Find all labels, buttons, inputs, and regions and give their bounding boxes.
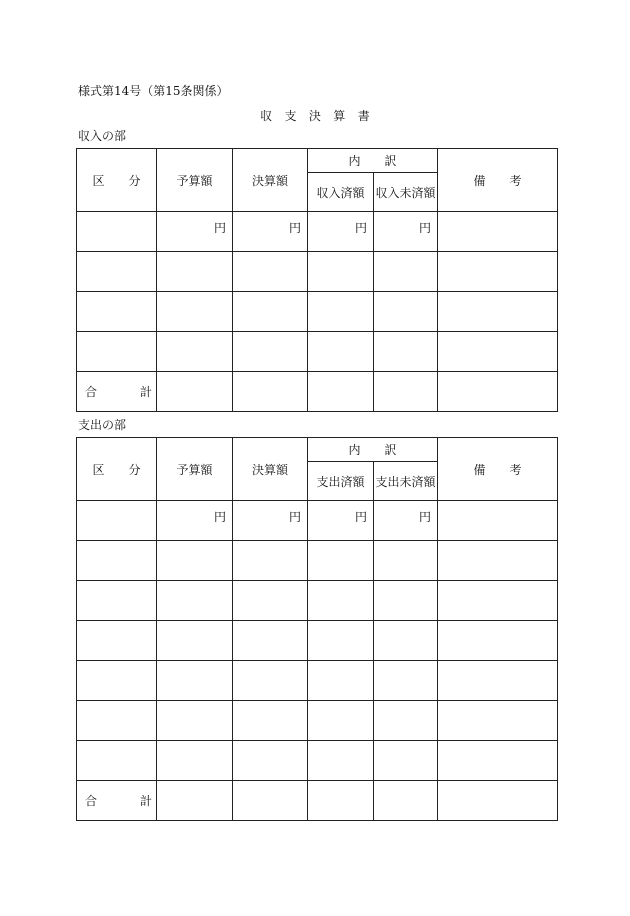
header-remarks: 備 考 xyxy=(438,149,558,212)
unreceived-yen-unit[interactable]: 円 xyxy=(374,212,438,252)
unpaid-cell[interactable] xyxy=(374,541,438,581)
table-row xyxy=(77,541,558,581)
budget-cell[interactable] xyxy=(157,741,233,781)
unreceived-total-cell[interactable] xyxy=(374,372,438,412)
category-cell[interactable] xyxy=(77,741,157,781)
paid-yen-unit[interactable]: 円 xyxy=(308,501,374,541)
remarks-total-cell[interactable] xyxy=(438,372,558,412)
paid-cell[interactable] xyxy=(308,621,374,661)
table-row xyxy=(77,661,558,701)
remarks-cell[interactable] xyxy=(438,661,558,701)
header-settled: 決算額 xyxy=(233,149,308,212)
header-settled: 決算額 xyxy=(233,438,308,501)
settled-cell[interactable] xyxy=(233,701,308,741)
total-label-right: 計 xyxy=(139,385,152,399)
total-label xyxy=(77,372,157,412)
paid-cell[interactable] xyxy=(308,541,374,581)
budget-cell[interactable] xyxy=(157,292,233,332)
unreceived-cell[interactable] xyxy=(374,332,438,372)
total-label-left: 合 xyxy=(85,794,98,808)
income-table xyxy=(76,148,558,412)
budget-total-cell[interactable] xyxy=(157,372,233,412)
document-title: 収 支 決 算 書 xyxy=(260,109,370,123)
received-cell[interactable] xyxy=(308,332,374,372)
settled-cell[interactable] xyxy=(233,581,308,621)
category-cell[interactable] xyxy=(77,332,157,372)
settled-total-cell[interactable] xyxy=(233,372,308,412)
paid-cell[interactable] xyxy=(308,661,374,701)
budget-yen-unit[interactable]: 円 xyxy=(157,212,233,252)
paid-cell[interactable] xyxy=(308,741,374,781)
header-paid: 支出済額 xyxy=(308,462,374,501)
budget-cell[interactable] xyxy=(157,621,233,661)
table-row xyxy=(77,501,558,541)
category-cell[interactable] xyxy=(77,212,157,252)
table-row xyxy=(77,581,558,621)
expense-section-label: 支出の部 xyxy=(78,418,127,432)
remarks-cell[interactable] xyxy=(438,621,558,661)
header-breakdown: 内 訳 xyxy=(308,149,438,173)
form-number: 様式第14号（第15条関係） xyxy=(78,84,229,98)
total-row xyxy=(77,781,558,821)
unreceived-cell[interactable] xyxy=(374,292,438,332)
remarks-total-cell[interactable] xyxy=(438,781,558,821)
total-label-left: 合 xyxy=(85,385,98,399)
header-category: 区 分 xyxy=(77,438,157,501)
category-cell[interactable] xyxy=(77,701,157,741)
settled-yen-unit[interactable]: 円 xyxy=(233,501,308,541)
budget-cell[interactable] xyxy=(157,661,233,701)
category-cell[interactable] xyxy=(77,621,157,661)
category-cell[interactable] xyxy=(77,252,157,292)
budget-total-cell[interactable] xyxy=(157,781,233,821)
paid-cell[interactable] xyxy=(308,581,374,621)
unpaid-cell[interactable] xyxy=(374,581,438,621)
table-row xyxy=(77,212,558,252)
header-budget: 予算額 xyxy=(157,438,233,501)
settled-cell[interactable] xyxy=(233,292,308,332)
unpaid-cell[interactable] xyxy=(374,741,438,781)
budget-cell[interactable] xyxy=(157,701,233,741)
settled-cell[interactable] xyxy=(233,741,308,781)
unpaid-yen-unit[interactable]: 円 xyxy=(374,501,438,541)
budget-cell[interactable] xyxy=(157,332,233,372)
total-row xyxy=(77,372,558,412)
header-unpaid: 支出未済額 xyxy=(374,462,438,501)
category-cell[interactable] xyxy=(77,581,157,621)
settled-total-cell[interactable] xyxy=(233,781,308,821)
header-budget: 予算額 xyxy=(157,149,233,212)
remarks-cell[interactable] xyxy=(438,212,558,252)
remarks-cell[interactable] xyxy=(438,541,558,581)
remarks-cell[interactable] xyxy=(438,701,558,741)
received-total-cell[interactable] xyxy=(308,372,374,412)
received-cell[interactable] xyxy=(308,252,374,292)
paid-cell[interactable] xyxy=(308,701,374,741)
unpaid-total-cell[interactable] xyxy=(374,781,438,821)
remarks-cell[interactable] xyxy=(438,501,558,541)
header-remarks: 備 考 xyxy=(438,438,558,501)
category-cell[interactable] xyxy=(77,661,157,701)
table-row xyxy=(77,621,558,661)
unpaid-cell[interactable] xyxy=(374,701,438,741)
budget-cell[interactable] xyxy=(157,581,233,621)
table-row xyxy=(77,741,558,781)
paid-total-cell[interactable] xyxy=(308,781,374,821)
category-cell[interactable] xyxy=(77,541,157,581)
income-section-label: 収入の部 xyxy=(78,129,127,143)
total-label xyxy=(77,781,157,821)
settled-cell[interactable] xyxy=(233,621,308,661)
expense-table xyxy=(76,437,558,821)
received-cell[interactable] xyxy=(308,292,374,332)
settled-cell[interactable] xyxy=(233,252,308,292)
unreceived-cell[interactable] xyxy=(374,252,438,292)
category-cell[interactable] xyxy=(77,501,157,541)
settled-yen-unit[interactable]: 円 xyxy=(233,212,308,252)
budget-cell[interactable] xyxy=(157,541,233,581)
remarks-cell[interactable] xyxy=(438,252,558,292)
total-label-right: 計 xyxy=(139,794,152,808)
remarks-cell[interactable] xyxy=(438,292,558,332)
remarks-cell[interactable] xyxy=(438,581,558,621)
unpaid-cell[interactable] xyxy=(374,661,438,701)
budget-yen-unit[interactable]: 円 xyxy=(157,501,233,541)
settled-cell[interactable] xyxy=(233,541,308,581)
remarks-cell[interactable] xyxy=(438,332,558,372)
budget-cell[interactable] xyxy=(157,252,233,292)
header-received: 収入済額 xyxy=(308,173,374,212)
table-row xyxy=(77,252,558,292)
settled-cell[interactable] xyxy=(233,332,308,372)
settled-cell[interactable] xyxy=(233,661,308,701)
category-cell[interactable] xyxy=(77,292,157,332)
header-unreceived: 収入未済額 xyxy=(374,173,438,212)
header-breakdown: 内 訳 xyxy=(308,438,438,462)
header-category: 区 分 xyxy=(77,149,157,212)
table-row xyxy=(77,332,558,372)
table-row xyxy=(77,292,558,332)
table-row xyxy=(77,701,558,741)
remarks-cell[interactable] xyxy=(438,741,558,781)
unpaid-cell[interactable] xyxy=(374,621,438,661)
received-yen-unit[interactable]: 円 xyxy=(308,212,374,252)
